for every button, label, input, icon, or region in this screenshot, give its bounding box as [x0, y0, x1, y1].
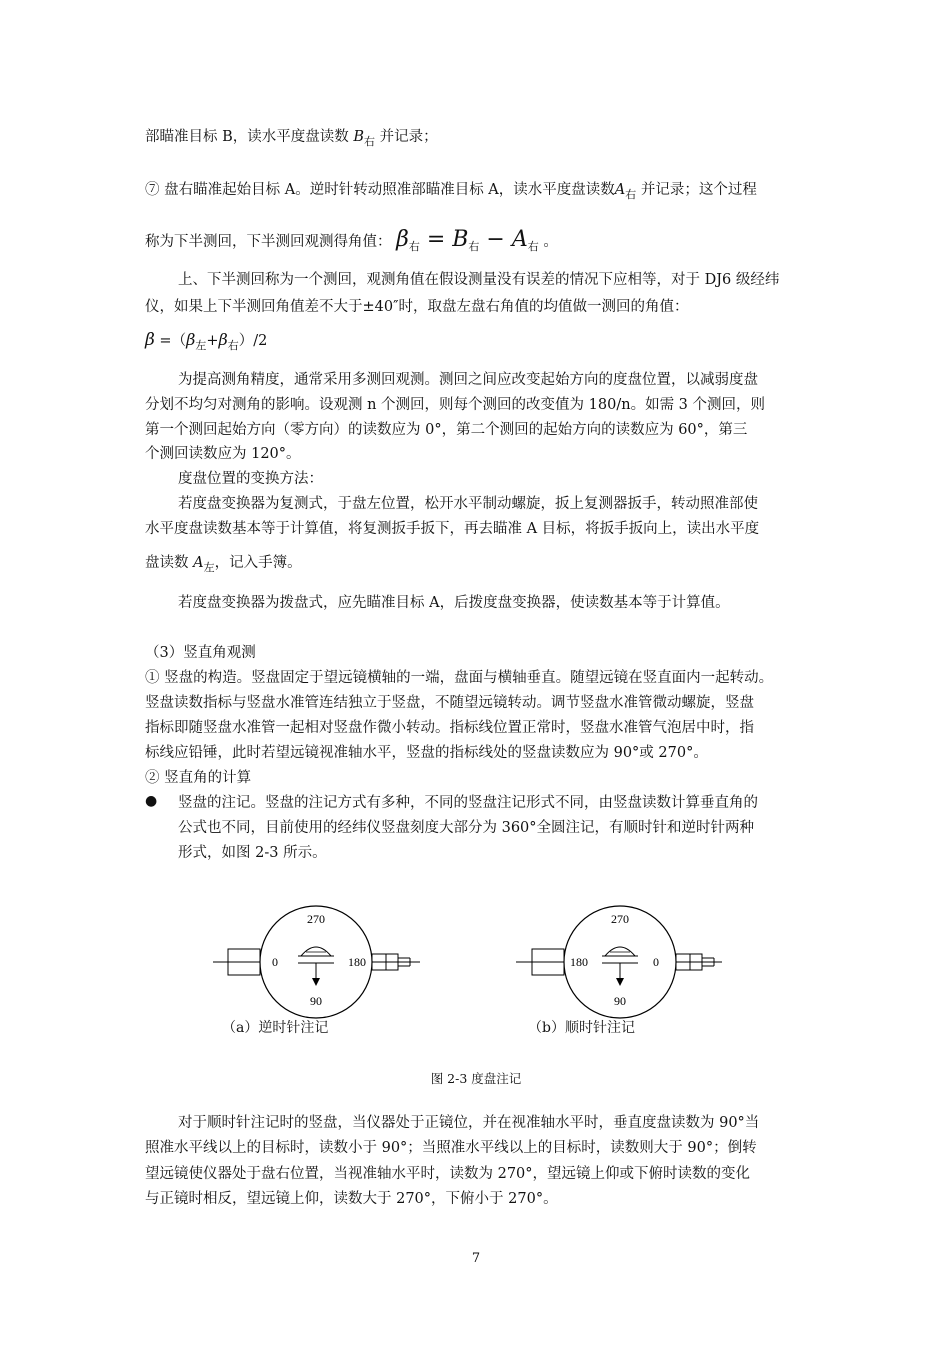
- dial-label-bottom: 90: [614, 994, 626, 1008]
- section-heading: （3）竖直角观测: [145, 645, 256, 661]
- text-line: 若度盘变换器为复测式，于盘左位置，松开水平制动螺旋，扳上复测器扳手，转动照准部使: [178, 496, 758, 512]
- text-line: 第一个测回起始方向（零方向）的读数应为 0°，第二个测回的起始方向的读数应为 60°，第三: [145, 422, 748, 438]
- text-line: 盘读数 $A_左$，记入手簿。: [145, 555, 302, 574]
- text-line: 个测回读数应为 120°。: [145, 446, 301, 462]
- dial-label-left: 0: [272, 955, 278, 969]
- text-line: 标线应铅锤，此时若望远镜视准轴水平，竖盘的指标线处的竖盘读数应为 90°或 270°。: [145, 745, 708, 761]
- dial-diagram: [0, 890, 952, 1020]
- page-number: 7: [471, 1251, 481, 1266]
- text-line: 照准水平线以上的目标时，读数小于 90°；当照准水平线以上的目标时，读数则大于 90°；倒转: [145, 1140, 757, 1156]
- formula-line: $\beta =(\beta_左+\beta_右)/2$: [145, 330, 268, 352]
- subfigure-caption: （a）逆时针注记: [222, 1020, 329, 1036]
- text-line: 若度盘变换器为拨盘式，应先瞄准目标 A，后拨度盘变换器，使读数基本等于计算值。: [178, 595, 730, 611]
- figure-caption: 图 2-3 度盘注记: [430, 1071, 522, 1086]
- text-line: 与正镜时相反，望远镜上仰，读数大于 270°，下俯小于 270°。: [145, 1191, 558, 1207]
- text-line: 指标即随竖盘水准管一起相对竖盘作微小转动。指标线位置正常时，竖盘水准管气泡居中时，指: [145, 720, 754, 736]
- text-line: 竖盘的注记。竖盘的注记方式有多种，不同的竖盘注记形式不同，由竖盘读数计算垂直角的: [178, 795, 758, 811]
- subfigure-caption: （b）顺时针注记: [528, 1020, 635, 1036]
- dial-label-left: 180: [570, 955, 588, 969]
- dial-label-right: 0: [653, 955, 659, 969]
- text-line: 分划不均匀对测角的影响。设观测 n 个测回，则每个测回的改变值为 180/n。如需 3 个测回，则: [145, 397, 766, 413]
- text-line: 公式也不同，目前使用的经纬仪竖盘刻度大部分为 360°全圆注记，有顺时针和逆时针两种: [178, 820, 755, 836]
- text-line: 度盘位置的变换方法：: [178, 471, 323, 487]
- text-line: 形式，如图 2-3 所示。: [178, 845, 327, 861]
- dial-label-top: 270: [307, 912, 325, 926]
- text-line: 上、下半测回称为一个测回，观测角值在假设测量没有误差的情况下应相等，对于 DJ6 级经纬: [178, 272, 780, 288]
- text-line: ⑦ 盘右瞄准起始目标 A。逆时针转动照准部瞄准目标 A，读水平度盘读数$A_右$ 并记录；这个过程: [145, 182, 757, 201]
- text-line: 为提高测角精度，通常采用多测回观测。测回之间应改变起始方向的度盘位置，以减弱度盘: [178, 372, 758, 388]
- text-line: ① 竖盘的构造。竖盘固定于望远镜横轴的一端，盘面与横轴垂直。随望远镜在竖直面内一起转动。: [145, 670, 774, 686]
- bullet-icon: ●: [145, 793, 158, 809]
- text-line: 部瞄准目标 B，读水平度盘读数 $B_右$ 并记录；: [145, 129, 438, 148]
- formula-line: 称为下半测回，下半测回观测得角值： $\beta_右 = B_右 - A_右$ 。: [145, 227, 558, 253]
- text-line: 水平度盘读数基本等于计算值，将复测扳手扳下，再去瞄准 A 目标，将扳手扳向上，读出水平度: [145, 521, 760, 537]
- text-line: 望远镜使仪器处于盘右位置，当视准轴水平时，读数为 270°，望远镜上仰或下俯时读数的变化: [145, 1166, 751, 1182]
- text-line: 仪，如果上下半测回角值差不大于±40″时，取盘左盘右角值的均值做一测回的角值：: [145, 299, 689, 315]
- dial-left: [213, 906, 420, 1018]
- dial-label-top: 270: [611, 912, 629, 926]
- text-line: ② 竖直角的计算: [145, 770, 252, 786]
- text-line: 对于顺时针注记时的竖盘，当仪器处于正镜位，并在视准轴水平时，垂直度盘读数为 90°当: [178, 1115, 760, 1131]
- dial-label-right: 180: [348, 955, 366, 969]
- dial-label-bottom: 90: [310, 994, 322, 1008]
- text-line: 竖盘读数指标与竖盘水准管连结独立于竖盘，不随望远镜转动。调节竖盘水准管微动螺旋，竖盘: [145, 695, 754, 711]
- dial-right: [516, 906, 722, 1018]
